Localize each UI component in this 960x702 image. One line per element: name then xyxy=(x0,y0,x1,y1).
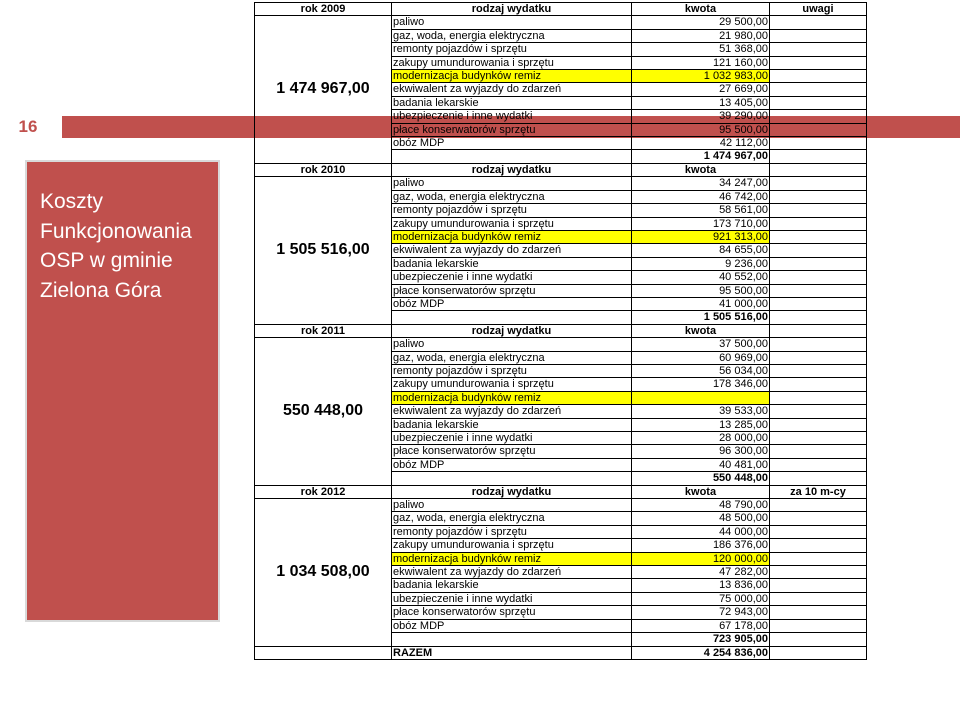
remarks-cell xyxy=(770,418,867,431)
expense-amount: 48 790,00 xyxy=(632,499,770,512)
remarks-cell xyxy=(770,351,867,364)
category-header: rodzaj wydatku xyxy=(392,163,632,176)
expense-category: ubezpieczenie i inne wydatki xyxy=(392,271,632,284)
expense-amount: 120 000,00 xyxy=(632,552,770,565)
expense-amount: 58 561,00 xyxy=(632,204,770,217)
remarks-cell xyxy=(770,378,867,391)
year-header-row xyxy=(255,3,867,16)
remarks-cell xyxy=(770,230,867,243)
expense-category: ekwiwalent za wyjazdy do zdarzeń xyxy=(392,244,632,257)
expense-amount: 48 500,00 xyxy=(632,512,770,525)
expense-category: płace konserwatorów sprzętu xyxy=(392,606,632,619)
slide-number: 16 xyxy=(0,106,56,148)
expense-amount: 96 300,00 xyxy=(632,445,770,458)
expense-category: ubezpieczenie i inne wydatki xyxy=(392,592,632,605)
remarks-cell: za 10 m-cy xyxy=(770,485,867,498)
expense-category: ekwiwalent za wyjazdy do zdarzeń xyxy=(392,405,632,418)
expense-category: gaz, woda, energia elektryczna xyxy=(392,29,632,42)
year-total-amount: 1 505 516,00 xyxy=(632,311,770,324)
expense-amount: 44 000,00 xyxy=(632,525,770,538)
expense-amount: 72 943,00 xyxy=(632,606,770,619)
expense-amount: 47 282,00 xyxy=(632,566,770,579)
expense-category: obóz MDP xyxy=(392,619,632,632)
expense-category: badania lekarskie xyxy=(392,257,632,270)
expense-amount: 39 290,00 xyxy=(632,110,770,123)
amount-header: kwota xyxy=(632,163,770,176)
remarks-cell xyxy=(770,579,867,592)
expense-category: remonty pojazdów i sprzętu xyxy=(392,43,632,56)
remarks-cell xyxy=(770,525,867,538)
year-total-amount: 1 474 967,00 xyxy=(632,150,770,163)
expense-amount: 41 000,00 xyxy=(632,297,770,310)
expense-category: płace konserwatorów sprzętu xyxy=(392,123,632,136)
remarks-cell xyxy=(770,204,867,217)
expense-category: ekwiwalent za wyjazdy do zdarzeń xyxy=(392,566,632,579)
remarks-cell xyxy=(770,284,867,297)
expense-amount: 95 500,00 xyxy=(632,284,770,297)
expense-amount: 37 500,00 xyxy=(632,338,770,351)
expense-amount: 46 742,00 xyxy=(632,190,770,203)
grand-total-row xyxy=(255,646,867,659)
amount-header: kwota xyxy=(632,3,770,16)
expense-category: modernizacja budynków remiz xyxy=(392,552,632,565)
expense-category: ekwiwalent za wyjazdy do zdarzeń xyxy=(392,83,632,96)
slide-title xyxy=(40,187,210,305)
remarks-cell xyxy=(770,217,867,230)
year-total-amount: 550 448,00 xyxy=(632,472,770,485)
expense-amount: 27 669,00 xyxy=(632,83,770,96)
year-header-row xyxy=(255,485,867,498)
expense-amount xyxy=(632,391,770,404)
remarks-cell xyxy=(770,499,867,512)
remarks-cell xyxy=(770,56,867,69)
year-total-large: 550 448,00 xyxy=(255,338,392,485)
year-total-large: 1 474 967,00 xyxy=(255,16,392,163)
expense-table-body xyxy=(255,3,867,660)
slide-title-line: Koszty xyxy=(40,190,104,213)
remarks-cell xyxy=(770,16,867,29)
expense-amount: 121 160,00 xyxy=(632,56,770,69)
remarks-cell xyxy=(770,271,867,284)
grand-total-label: RAZEM xyxy=(392,646,632,659)
remarks-cell xyxy=(770,619,867,632)
remarks-cell xyxy=(770,123,867,136)
expense-category: gaz, woda, energia elektryczna xyxy=(392,351,632,364)
expense-category: zakupy umundurowania i sprzętu xyxy=(392,378,632,391)
expense-category: paliwo xyxy=(392,338,632,351)
remarks-cell xyxy=(770,566,867,579)
remarks-cell xyxy=(770,150,867,163)
expense-amount: 84 655,00 xyxy=(632,244,770,257)
expense-category: gaz, woda, energia elektryczna xyxy=(392,512,632,525)
amount-header: kwota xyxy=(632,324,770,337)
expense-category: paliwo xyxy=(392,499,632,512)
expense-category: zakupy umundurowania i sprzętu xyxy=(392,56,632,69)
year-header-row xyxy=(255,163,867,176)
empty-cell xyxy=(392,633,632,646)
expense-amount: 13 405,00 xyxy=(632,96,770,109)
expense-category: paliwo xyxy=(392,177,632,190)
remarks-cell xyxy=(770,405,867,418)
expense-category: zakupy umundurowania i sprzętu xyxy=(392,217,632,230)
empty-cell xyxy=(392,150,632,163)
remarks-cell xyxy=(770,364,867,377)
table-row xyxy=(255,16,867,29)
category-header: rodzaj wydatku xyxy=(392,324,632,337)
remarks-cell xyxy=(770,163,867,176)
expense-amount: 67 178,00 xyxy=(632,619,770,632)
remarks-cell xyxy=(770,445,867,458)
year-label: rok 2012 xyxy=(255,485,392,498)
slide-title-line: Zielona Góra xyxy=(40,278,162,302)
remarks-cell xyxy=(770,324,867,337)
remarks-cell xyxy=(770,177,867,190)
expense-category: płace konserwatorów sprzętu xyxy=(392,445,632,458)
expense-category: zakupy umundurowania i sprzętu xyxy=(392,539,632,552)
expense-category: modernizacja budynków remiz xyxy=(392,391,632,404)
year-label: rok 2010 xyxy=(255,163,392,176)
expense-category: remonty pojazdów i sprzętu xyxy=(392,364,632,377)
year-total-large: 1 505 516,00 xyxy=(255,177,392,324)
expense-category: remonty pojazdów i sprzętu xyxy=(392,525,632,538)
remarks-cell xyxy=(770,606,867,619)
category-header: rodzaj wydatku xyxy=(392,485,632,498)
remarks-cell xyxy=(770,257,867,270)
year-total-amount: 723 905,00 xyxy=(632,633,770,646)
year-label: rok 2011 xyxy=(255,324,392,337)
expense-amount: 186 376,00 xyxy=(632,539,770,552)
remarks-cell xyxy=(770,432,867,445)
remarks-cell xyxy=(770,96,867,109)
remarks-cell xyxy=(770,43,867,56)
expense-amount: 40 552,00 xyxy=(632,271,770,284)
year-total-large: 1 034 508,00 xyxy=(255,499,392,646)
expense-amount: 29 500,00 xyxy=(632,16,770,29)
expense-category: gaz, woda, energia elektryczna xyxy=(392,190,632,203)
expense-amount: 921 313,00 xyxy=(632,230,770,243)
amount-header: kwota xyxy=(632,485,770,498)
slide-title-line: OSP w gminie xyxy=(40,249,173,272)
remarks-cell xyxy=(770,83,867,96)
remarks-cell xyxy=(770,592,867,605)
expense-amount: 42 112,00 xyxy=(632,137,770,150)
empty-cell xyxy=(392,472,632,485)
remarks-cell xyxy=(770,646,867,659)
year-header-row xyxy=(255,324,867,337)
expense-amount: 21 980,00 xyxy=(632,29,770,42)
expense-amount: 51 368,00 xyxy=(632,43,770,56)
remarks-cell xyxy=(770,633,867,646)
expense-amount: 13 836,00 xyxy=(632,579,770,592)
table-row xyxy=(255,177,867,190)
expense-category: ubezpieczenie i inne wydatki xyxy=(392,432,632,445)
remarks-cell xyxy=(770,190,867,203)
expense-amount: 95 500,00 xyxy=(632,123,770,136)
empty-cell xyxy=(255,646,392,659)
remarks-cell xyxy=(770,29,867,42)
remarks-cell xyxy=(770,70,867,83)
expense-category: obóz MDP xyxy=(392,297,632,310)
expense-amount: 56 034,00 xyxy=(632,364,770,377)
expense-amount: 13 285,00 xyxy=(632,418,770,431)
remarks-cell xyxy=(770,110,867,123)
expense-category: ubezpieczenie i inne wydatki xyxy=(392,110,632,123)
remarks-cell xyxy=(770,539,867,552)
table-row xyxy=(255,338,867,351)
expense-amount: 34 247,00 xyxy=(632,177,770,190)
expense-category: paliwo xyxy=(392,16,632,29)
expense-amount: 9 236,00 xyxy=(632,257,770,270)
table-row xyxy=(255,499,867,512)
expense-category: płace konserwatorów sprzętu xyxy=(392,284,632,297)
expense-amount: 75 000,00 xyxy=(632,592,770,605)
category-header: rodzaj wydatku xyxy=(392,3,632,16)
expense-category: modernizacja budynków remiz xyxy=(392,70,632,83)
remarks-cell xyxy=(770,338,867,351)
remarks-cell xyxy=(770,458,867,471)
remarks-cell xyxy=(770,297,867,310)
expense-category: badania lekarskie xyxy=(392,418,632,431)
expense-category: obóz MDP xyxy=(392,137,632,150)
expense-amount: 178 346,00 xyxy=(632,378,770,391)
empty-cell xyxy=(392,311,632,324)
expense-table xyxy=(254,2,867,660)
year-label: rok 2009 xyxy=(255,3,392,16)
expense-amount: 60 969,00 xyxy=(632,351,770,364)
expense-amount: 39 533,00 xyxy=(632,405,770,418)
remarks-cell xyxy=(770,311,867,324)
expense-amount: 40 481,00 xyxy=(632,458,770,471)
remarks-cell xyxy=(770,472,867,485)
expense-category: modernizacja budynków remiz xyxy=(392,230,632,243)
expense-amount: 1 032 983,00 xyxy=(632,70,770,83)
remarks-cell xyxy=(770,391,867,404)
expense-category: remonty pojazdów i sprzętu xyxy=(392,204,632,217)
expense-category: badania lekarskie xyxy=(392,579,632,592)
grand-total-amount: 4 254 836,00 xyxy=(632,646,770,659)
remarks-cell xyxy=(770,137,867,150)
remarks-cell xyxy=(770,244,867,257)
remarks-cell: uwagi xyxy=(770,3,867,16)
slide-title-line: Funkcjonowania xyxy=(40,219,192,243)
expense-amount: 28 000,00 xyxy=(632,432,770,445)
remarks-cell xyxy=(770,512,867,525)
expense-category: obóz MDP xyxy=(392,458,632,471)
remarks-cell xyxy=(770,552,867,565)
expense-category: badania lekarskie xyxy=(392,96,632,109)
expense-amount: 173 710,00 xyxy=(632,217,770,230)
